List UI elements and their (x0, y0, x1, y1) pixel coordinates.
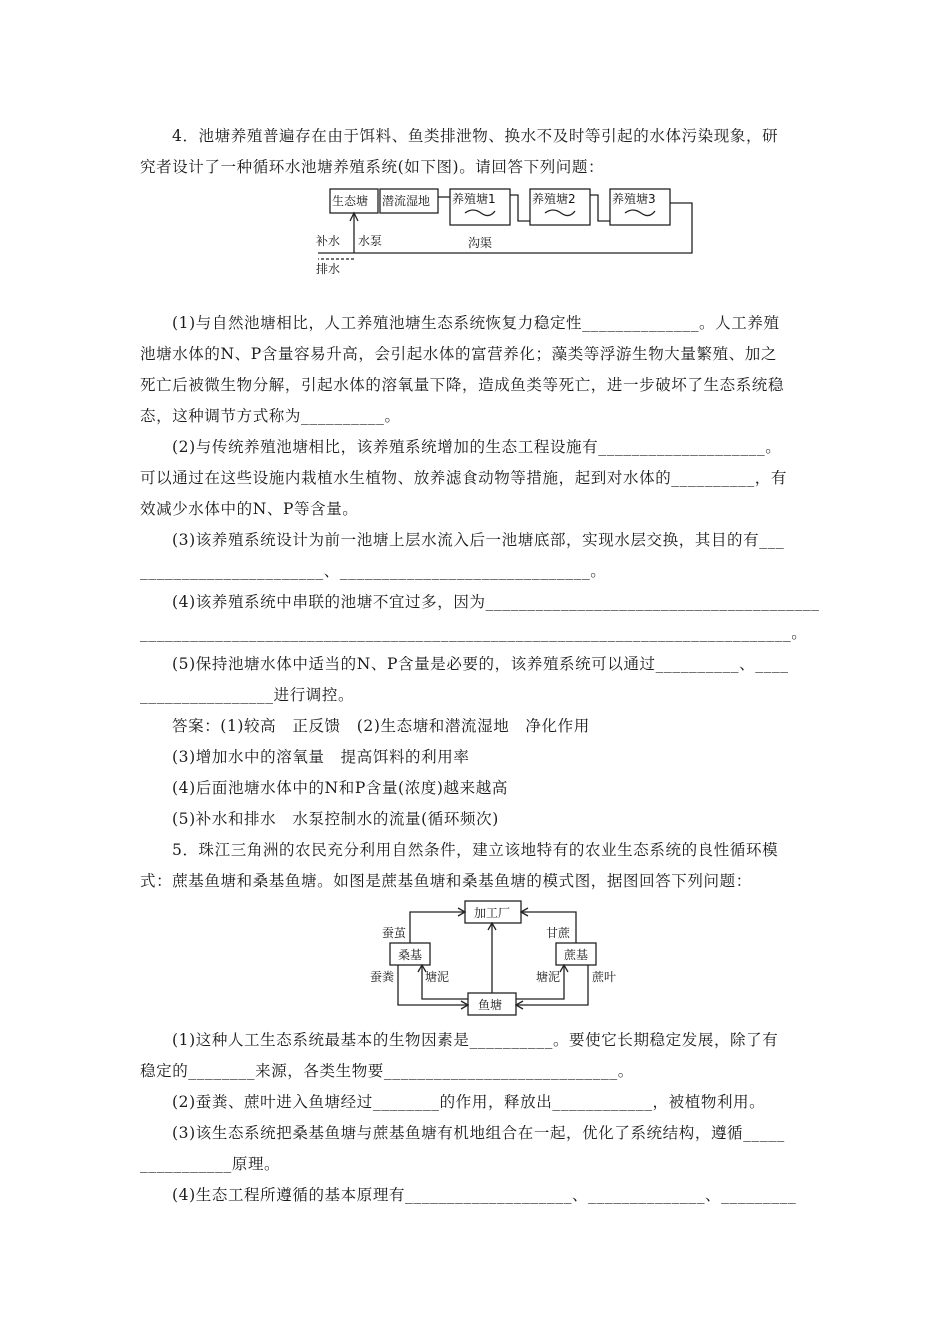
sugarcane-label: 蔗基 (564, 948, 589, 962)
pond2-label: 养殖塘2 (532, 192, 576, 206)
q4-p5-line1: (5)保持池塘水体中适当的N、P含量是必要的，该养殖系统可以通过__________、____ (172, 655, 789, 673)
ditch-label: 沟渠 (468, 236, 493, 250)
q4-p1-line4: 态，这种调节方式称为__________。 (140, 407, 401, 425)
q4-stem-line2: 究者设计了一种循环水池塘养殖系统(如下图)。请回答下列问题： (140, 158, 605, 176)
silkworm-dung-label: 蚕粪 (370, 970, 395, 984)
cocoon-label: 蚕茧 (382, 926, 407, 940)
q4-pond-system-diagram (310, 183, 710, 278)
wetland-label: 潜流湿地 (382, 194, 431, 208)
q4-p2-line3: 效减少水体中的N、P等含量。 (140, 500, 359, 518)
q4-answer-line3: (4)后面池塘水体中的N和P含量(浓度)越来越高 (172, 779, 508, 797)
mulberry-label: 桑基 (398, 948, 423, 962)
pond3-label: 养殖塘3 (612, 192, 656, 206)
q4-answer-line2: (3)增加水中的溶氧量 提高饵料的利用率 (172, 748, 470, 766)
pump-label: 水泵 (358, 234, 383, 248)
q4-p5-line2: ________________进行调控。 (140, 686, 355, 704)
q4-p1-line3: 死亡后被微生物分解，引起水体的溶氧量下降，造成鱼类等死亡，进一步破坏了生态系统稳 (140, 376, 785, 394)
mud-right-label: 塘泥 (536, 970, 561, 984)
q4-p2-line1: (2)与传统养殖池塘相比，该养殖系统增加的生态工程设施有____________________。 (172, 438, 782, 456)
pond1-label: 养殖塘1 (452, 192, 496, 206)
q5-p2-line1: (2)蚕粪、蔗叶进入鱼塘经过________的作用，释放出____________，被植物利用。 (172, 1093, 766, 1111)
cane-leaf-label: 蔗叶 (592, 970, 617, 984)
q4-p2-line2: 可以通过在这些设施内栽植水生植物、放养滤食动物等措施，起到对水体的__________，有 (140, 469, 788, 487)
q4-p1-line2: 池塘水体的N、P含量容易升高，会引起水体的富营养化；藻类等浮游生物大量繁殖、加之 (140, 345, 777, 363)
q4-p4-line1: (4)该养殖系统中串联的池塘不宜过多，因为________________________________________ (172, 593, 820, 611)
q5-p1-line1: (1)这种人工生态系统最基本的生物因素是__________。要使它长期稳定发展，除了有 (172, 1031, 779, 1049)
q4-p3-line2: ______________________、______________________________。 (140, 562, 607, 580)
q4-p1-line1: (1)与自然池塘相比，人工养殖池塘生态系统恢复力稳定性______________。人工养殖 (172, 314, 780, 332)
cane-label: 甘蔗 (546, 926, 571, 940)
mud-left-label: 塘泥 (425, 970, 450, 984)
q5-p1-line2: 稳定的________来源，各类生物要____________________________。 (140, 1062, 634, 1080)
q4-answer-line4: (5)补水和排水 水泵控制水的流量(循环频次) (172, 810, 499, 828)
eco-pond-label: 生态塘 (332, 194, 369, 208)
q4-answer-line1: 答案：(1)较高 正反馈 (2)生态塘和潜流湿地 净化作用 (172, 717, 590, 735)
q5-p4-line1: (4)生态工程所遵循的基本原理有____________________、______________、_________ (172, 1186, 797, 1204)
q4-p3-line1: (3)该养殖系统设计为前一池塘上层水流入后一池塘底部，实现水层交换，其目的有___ (172, 531, 785, 549)
q5-p3-line2: ___________原理。 (140, 1155, 281, 1173)
factory-label: 加工厂 (474, 906, 511, 920)
q4-stem-line1: 4．池塘养殖普遍存在由于饵料、鱼类排泄物、换水不及时等引起的水体污染现象，研 (172, 127, 779, 145)
q4-p4-line2: ______________________________________________________________________________。 (140, 624, 808, 642)
q5-dike-pond-diagram (370, 895, 630, 1025)
drain-label: 排水 (316, 262, 341, 276)
q5-stem-line2: 式：蔗基鱼塘和桑基鱼塘。如图是蔗基鱼塘和桑基鱼塘的模式图，据图回答下列问题： (140, 872, 752, 890)
q5-p3-line1: (3)该生态系统把桑基鱼塘与蔗基鱼塘有机地组合在一起，优化了系统结构，遵循_____ (172, 1124, 785, 1142)
refill-label: 补水 (316, 234, 341, 248)
q5-stem-line1: 5．珠江三角洲的农民充分利用自然条件，建立该地特有的农业生态系统的良性循环模 (172, 841, 779, 859)
fishpond-label: 鱼塘 (478, 998, 503, 1012)
